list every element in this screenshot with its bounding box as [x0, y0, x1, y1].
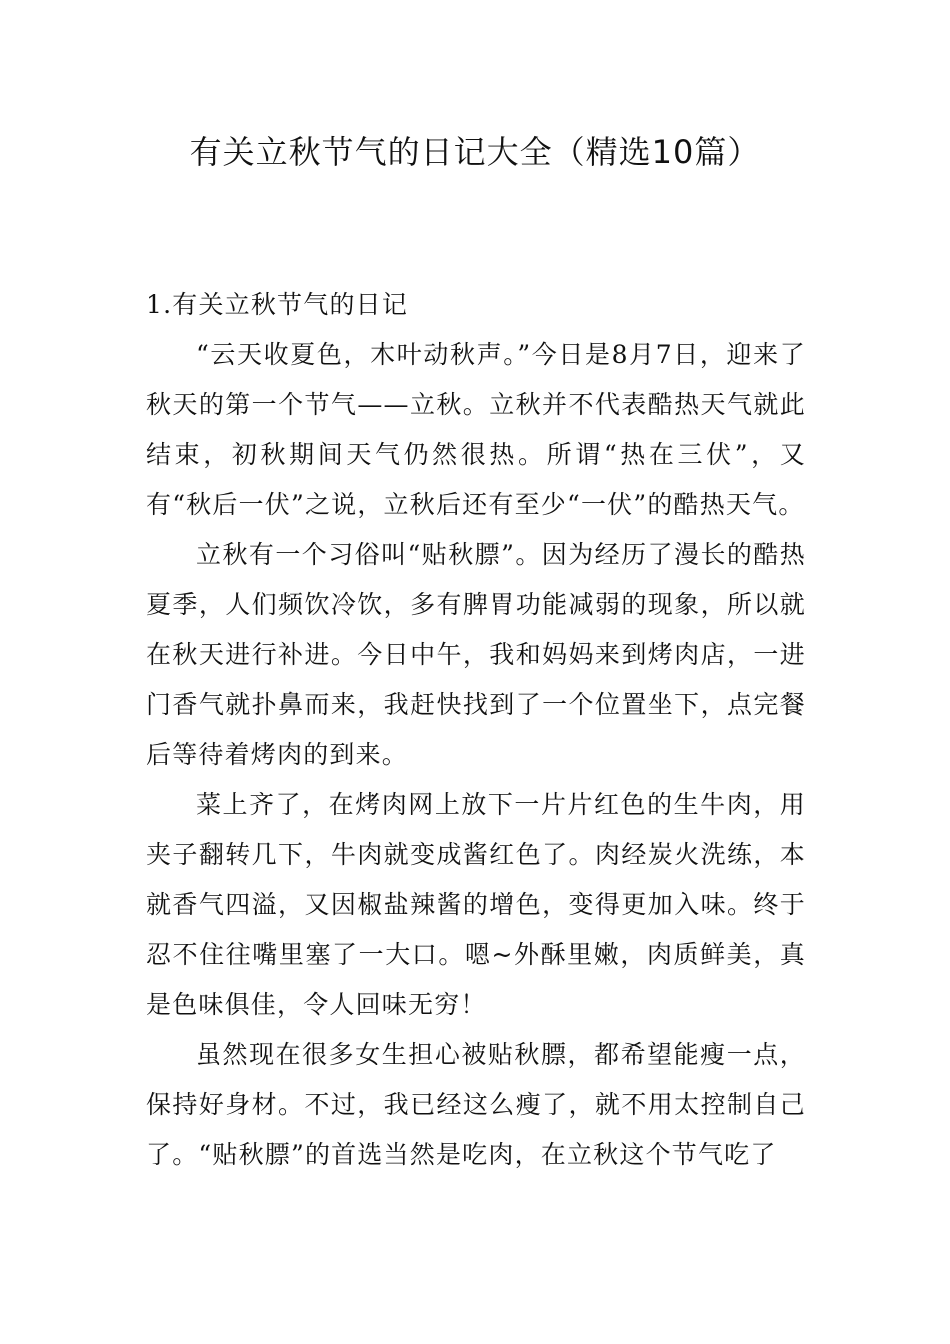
paragraph: “云天收夏色，木叶动秋声。”今日是8月7日，迎来了秋天的第一个节气——立秋。立秋并不代表酷热天气就此结束，初秋期间天气仍然很热。所谓“热在三伏”，又有“秋后一伏”之说，立秋后还有至少“一伏”的酷热天气。 — [146, 340, 806, 519]
document-body — [146, 280, 806, 1180]
paragraph: 菜上齐了，在烤肉网上放下一片片红色的生牛肉，用夹子翻转几下，牛肉就变成酱红色了。肉经炭火洗练，本就香气四溢，又因椒盐辣酱的增色，变得更加入味。终于忍不住往嘴里塞了一大口。嗯~外酥里嫩，肉质鲜美，真是色味俱佳，令人回味无穷！ — [146, 790, 806, 1019]
section-heading: 1.有关立秋节气的日记 — [146, 290, 409, 319]
paragraph: 立秋有一个习俗叫“贴秋膘”。因为经历了漫长的酷热夏季，人们频饮冷饮，多有脾胃功能减弱的现象，所以就在秋天进行补进。今日中午，我和妈妈来到烤肉店，一进门香气就扑鼻而来，我赶快找到了一个位置坐下，点完餐后等待着烤肉的到来。 — [146, 540, 806, 769]
document-title: 有关立秋节气的日记大全（精选10篇） — [189, 133, 761, 171]
paragraph: 虽然现在很多女生担心被贴秋膘，都希望能瘦一点，保持好身材。不过，我已经这么瘦了，就不用太控制自己了。“贴秋膘”的首选当然是吃肉，在立秋这个节气吃了 — [146, 1040, 806, 1169]
